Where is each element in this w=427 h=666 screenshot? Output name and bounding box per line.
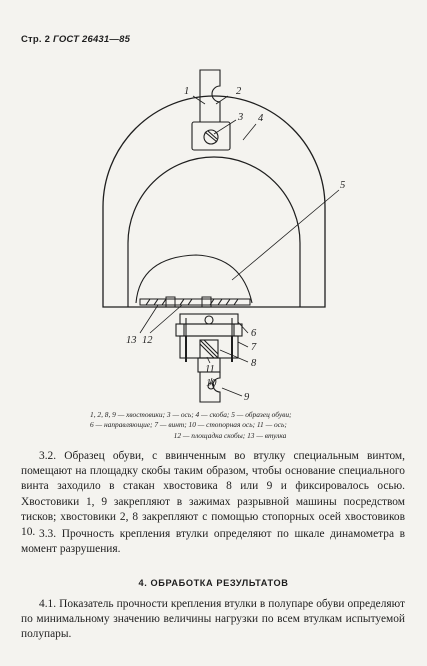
caption-line: 1, 2, 8, 9 — хвостовики; 3 — ось; 4 — скоба; 5 — образец обуви; (90, 410, 292, 419)
bracket-inner (128, 157, 300, 307)
callout-4: 4 (258, 113, 264, 124)
paragraph-3-3 (21, 527, 405, 557)
top-shank (192, 70, 230, 150)
callout-12: 12 (142, 335, 153, 346)
callout-8: 8 (251, 358, 257, 369)
callout-2: 2 (236, 86, 242, 97)
callout-9: 9 (244, 392, 250, 403)
standard-number: ГОСТ 26431—85 (52, 34, 131, 45)
callout-1: 1 (184, 86, 190, 97)
callout-6: 6 (251, 328, 257, 339)
leader-lines (140, 96, 339, 396)
paragraph-text: 4.1. Показатель прочности крепления втулки в полупаре обуви определяют по минимальному значению величины нагрузки по всем втулкам испытуемой полупары. (21, 598, 405, 641)
caption-line: 12 — площадка скобы; 13 — втулка (173, 430, 287, 440)
bracket-plate (140, 297, 250, 307)
callout-10: 10 (206, 378, 217, 389)
figure-caption (90, 410, 400, 441)
paragraph-text: 3.2. Образец обуви, с ввинченным во втулку специальным винтом, помещают на площадку скобы таким образом, чтобы основание специального винта заходило в стакан хвостовика 8 или 9 и фиксировалось осью. Хвостовики 1, 9 закрепляют в зажимах разрывной машины посредством тисков; хвостовики 2, 8 закрепляют с помощью стопорных осей хвостовиков 10. (21, 450, 405, 539)
shoe-sample (136, 255, 252, 303)
callout-11: 11 (205, 364, 215, 375)
page-number: Стр. 2 (21, 34, 51, 45)
paragraph-text: 3.3. Прочность крепления втулки определяют по шкале динамометра в момент разрушения. (21, 528, 405, 556)
caption-line: 6 — направляющие; 7 — винт; 10 — стопорная ось; 11 — ось; (90, 420, 287, 430)
callout-7: 7 (251, 342, 257, 353)
bracket-outer (103, 96, 325, 307)
section-heading: 4. ОБРАБОТКА РЕЗУЛЬТАТОВ (138, 578, 289, 588)
paragraph-4-1 (21, 597, 405, 643)
callout-5: 5 (340, 180, 346, 191)
callout-13: 13 (126, 335, 137, 346)
callout-3: 3 (238, 112, 244, 123)
